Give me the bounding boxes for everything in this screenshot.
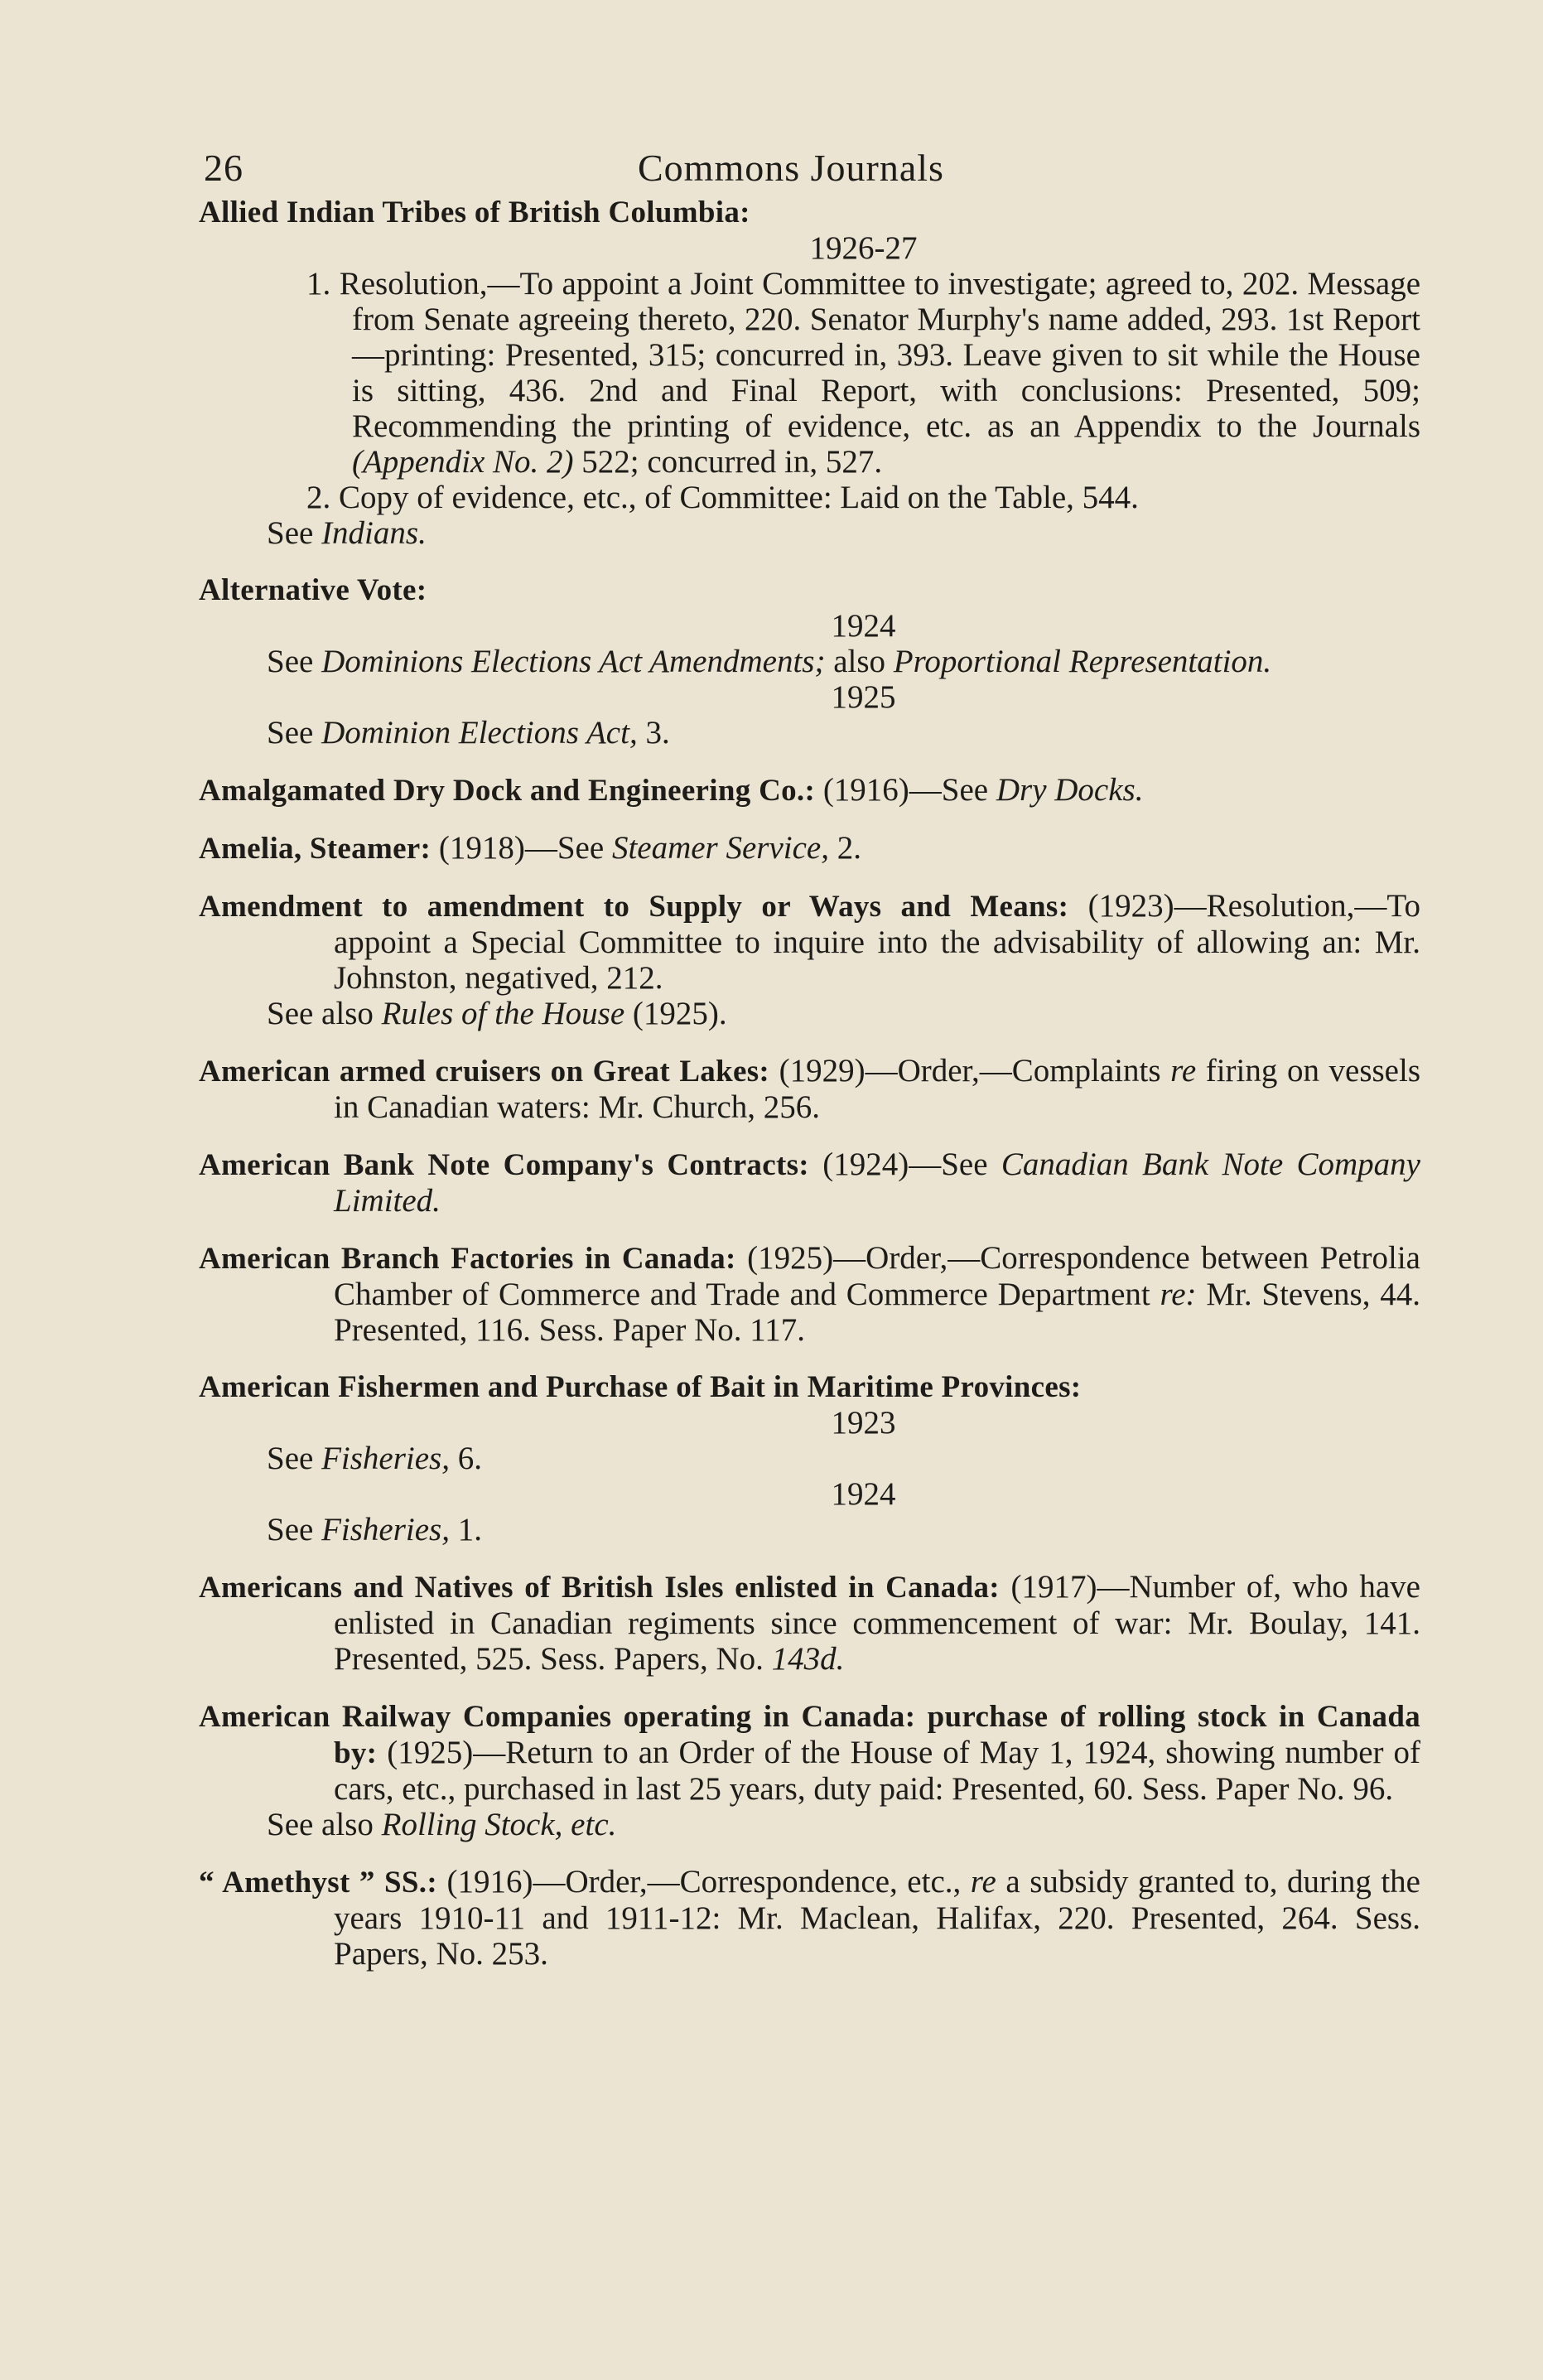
entry-year: 1924: [831, 608, 896, 644]
entry-text-end: 2.: [829, 830, 861, 866]
entry-item-1: [306, 266, 1420, 480]
see-end: (1925).: [624, 996, 727, 1031]
see-label: See also: [267, 996, 382, 1031]
index-entry-american-armed-cruisers: [199, 1053, 1420, 1125]
see-label: See: [267, 644, 322, 679]
cross-reference: Indians.: [321, 515, 427, 551]
index-entry-amethyst: [199, 1864, 1420, 1972]
see-reference: [199, 1807, 1420, 1842]
cross-reference: Fisheries,: [321, 1441, 450, 1476]
index-entry-american-railway: [199, 1698, 1420, 1842]
cross-reference: Fisheries,: [321, 1512, 450, 1547]
index-entry-allied-indian-tribes: [199, 195, 1420, 551]
entry-heading: Amalgamated Dry Dock and Engineering Co.:: [199, 774, 816, 808]
entry-item-2: 2. Copy of evidence, etc., of Committee: Laid on the Table, 544.: [306, 480, 1139, 515]
index-entry-american-fishermen: [199, 1369, 1420, 1547]
see-end: 3.: [637, 715, 670, 751]
re-marker: re:: [1160, 1277, 1197, 1312]
see-connector: also: [825, 644, 894, 679]
entry-text: (1923)—Resolution,—To appoint a Special Committee to inquire into the advisability of allowing an: Mr. Johnston, negatived, 212.: [334, 888, 1420, 996]
entry-year: 1926-27: [809, 230, 918, 266]
entry-heading: American armed cruisers on Great Lakes:: [199, 1055, 770, 1089]
index-entry-americans-enlisted: [199, 1569, 1420, 1677]
running-title: Commons Journals: [638, 147, 944, 189]
cross-reference: Canadian Bank Note Company Limited.: [334, 1147, 1420, 1219]
cross-reference: 143d.: [771, 1641, 845, 1677]
cross-reference: Rolling Stock, etc.: [381, 1807, 617, 1842]
entry-heading: American Bank Note Company's Contracts:: [199, 1148, 809, 1182]
entry-body: [199, 888, 1420, 996]
numbered-items: [199, 266, 1420, 515]
index-entry-amendment-supply: [199, 888, 1420, 1031]
cross-reference: (Appendix No. 2): [352, 444, 574, 480]
entry-heading: American Fishermen and Purchase of Bait in Maritime Provinces:: [199, 1370, 1082, 1404]
entry-text: (1925)—Order,—Correspondence between Petrolia Chamber of Commerce and Trade and Commerce Department: [334, 1240, 1420, 1312]
index-entry-american-bank-note: [199, 1147, 1420, 1219]
entry-text: (1925)—Return to an Order of the House of May 1, 1924, showing number of cars, etc., purchased in last 25 years, duty paid: Presented, 60. Sess. Paper No. 96.: [334, 1735, 1420, 1807]
cross-reference: Dry Docks.: [996, 772, 1144, 808]
entry-heading: Allied Indian Tribes of British Columbia:: [199, 196, 750, 229]
item-text: 1. Resolution,—To appoint a Joint Committee to investigate; agreed to, 202. Message from Senate agreeing thereto, 220. Senator Murphy's name added, 293. 1st Report—printing: Presented, 315; concurred in, 393. Leave given to sit while the House is sitting, 436. 2nd and Final Report, with conclusions: Presented, 509; Recommending the printing of evidence, etc. as an Appendix to the Journals: [306, 266, 1420, 444]
entry-year: 1924: [831, 1476, 896, 1512]
entry-heading: “ Amethyst ” SS.:: [199, 1866, 437, 1900]
entry-heading: Americans and Natives of British Isles enlisted in Canada:: [199, 1571, 1000, 1605]
entry-heading: Amelia, Steamer:: [199, 832, 432, 866]
see-end: 6.: [449, 1441, 482, 1476]
entry-year: 1925: [831, 679, 896, 715]
see-label: See: [267, 1512, 322, 1547]
cross-reference: Steamer Service,: [611, 830, 829, 866]
item-text-end: 522; concurred in, 527.: [573, 444, 883, 480]
index-entry-amalgamated-dry-dock: [199, 772, 1420, 809]
entry-text-end: a subsidy granted to, during the years 1910-11 and 1911-12: Mr. Maclean, Halifax, 220. Presented, 264. Sess. Papers, No. 253.: [334, 1864, 1420, 1972]
see-label: See: [267, 715, 322, 751]
cross-reference: Dominion Elections Act,: [321, 715, 638, 751]
entry-text: (1929)—Order,—Complaints: [769, 1053, 1171, 1089]
entry-text-end: firing on vessels in Canadian waters: Mr. Church, 256.: [334, 1053, 1420, 1125]
see-label: See also: [267, 1807, 382, 1842]
index-entry-amelia-steamer: [199, 830, 1420, 867]
entry-heading: American Railway Companies operating in Canada: purchase of rolling stock in Canada by:: [199, 1700, 1420, 1770]
cross-reference: Proportional Representation.: [893, 644, 1272, 679]
entry-text: (1916)—Order,—Correspondence, etc.,: [436, 1864, 971, 1900]
entry-text: (1917)—Number of, who have enlisted in Canadian regiments since commencement of war: Mr. Boulay, 141. Presented, 525. Sess. Papers, No.: [334, 1569, 1420, 1677]
see-end: 1.: [449, 1512, 482, 1547]
see-reference: [199, 1441, 1420, 1476]
entry-heading: American Branch Factories in Canada:: [199, 1242, 736, 1276]
index-entry-american-branch-factories: [199, 1240, 1420, 1348]
re-marker: re: [1170, 1053, 1197, 1089]
page-number: 26: [204, 147, 244, 189]
see-reference: [199, 515, 1420, 551]
entry-heading: Alternative Vote:: [199, 573, 427, 607]
entry-heading: Amendment to amendment to Supply or Ways and Means:: [199, 890, 1069, 924]
index-page: [199, 145, 1420, 1972]
cross-reference: Dominions Elections Act Amendments;: [321, 644, 826, 679]
entry-text-end: Mr. Stevens, 44. Presented, 116. Sess. Paper No. 117.: [334, 1277, 1420, 1348]
see-reference: [199, 715, 1420, 751]
cross-reference: Rules of the House: [381, 996, 625, 1031]
entry-text: (1924)—See: [808, 1147, 1001, 1182]
entry-text: (1918)—See: [431, 830, 612, 866]
see-reference: [199, 644, 1420, 679]
see-label: See: [267, 1441, 322, 1476]
entry-year: 1923: [831, 1405, 896, 1441]
entry-body: [199, 1698, 1420, 1807]
re-marker: re: [970, 1864, 996, 1900]
index-entry-alternative-vote: [199, 572, 1420, 751]
running-head: [199, 145, 1420, 195]
entry-text: (1916)—See: [815, 772, 996, 808]
see-reference: [199, 996, 1420, 1031]
see-label: See: [267, 515, 322, 551]
see-reference: [199, 1512, 1420, 1547]
